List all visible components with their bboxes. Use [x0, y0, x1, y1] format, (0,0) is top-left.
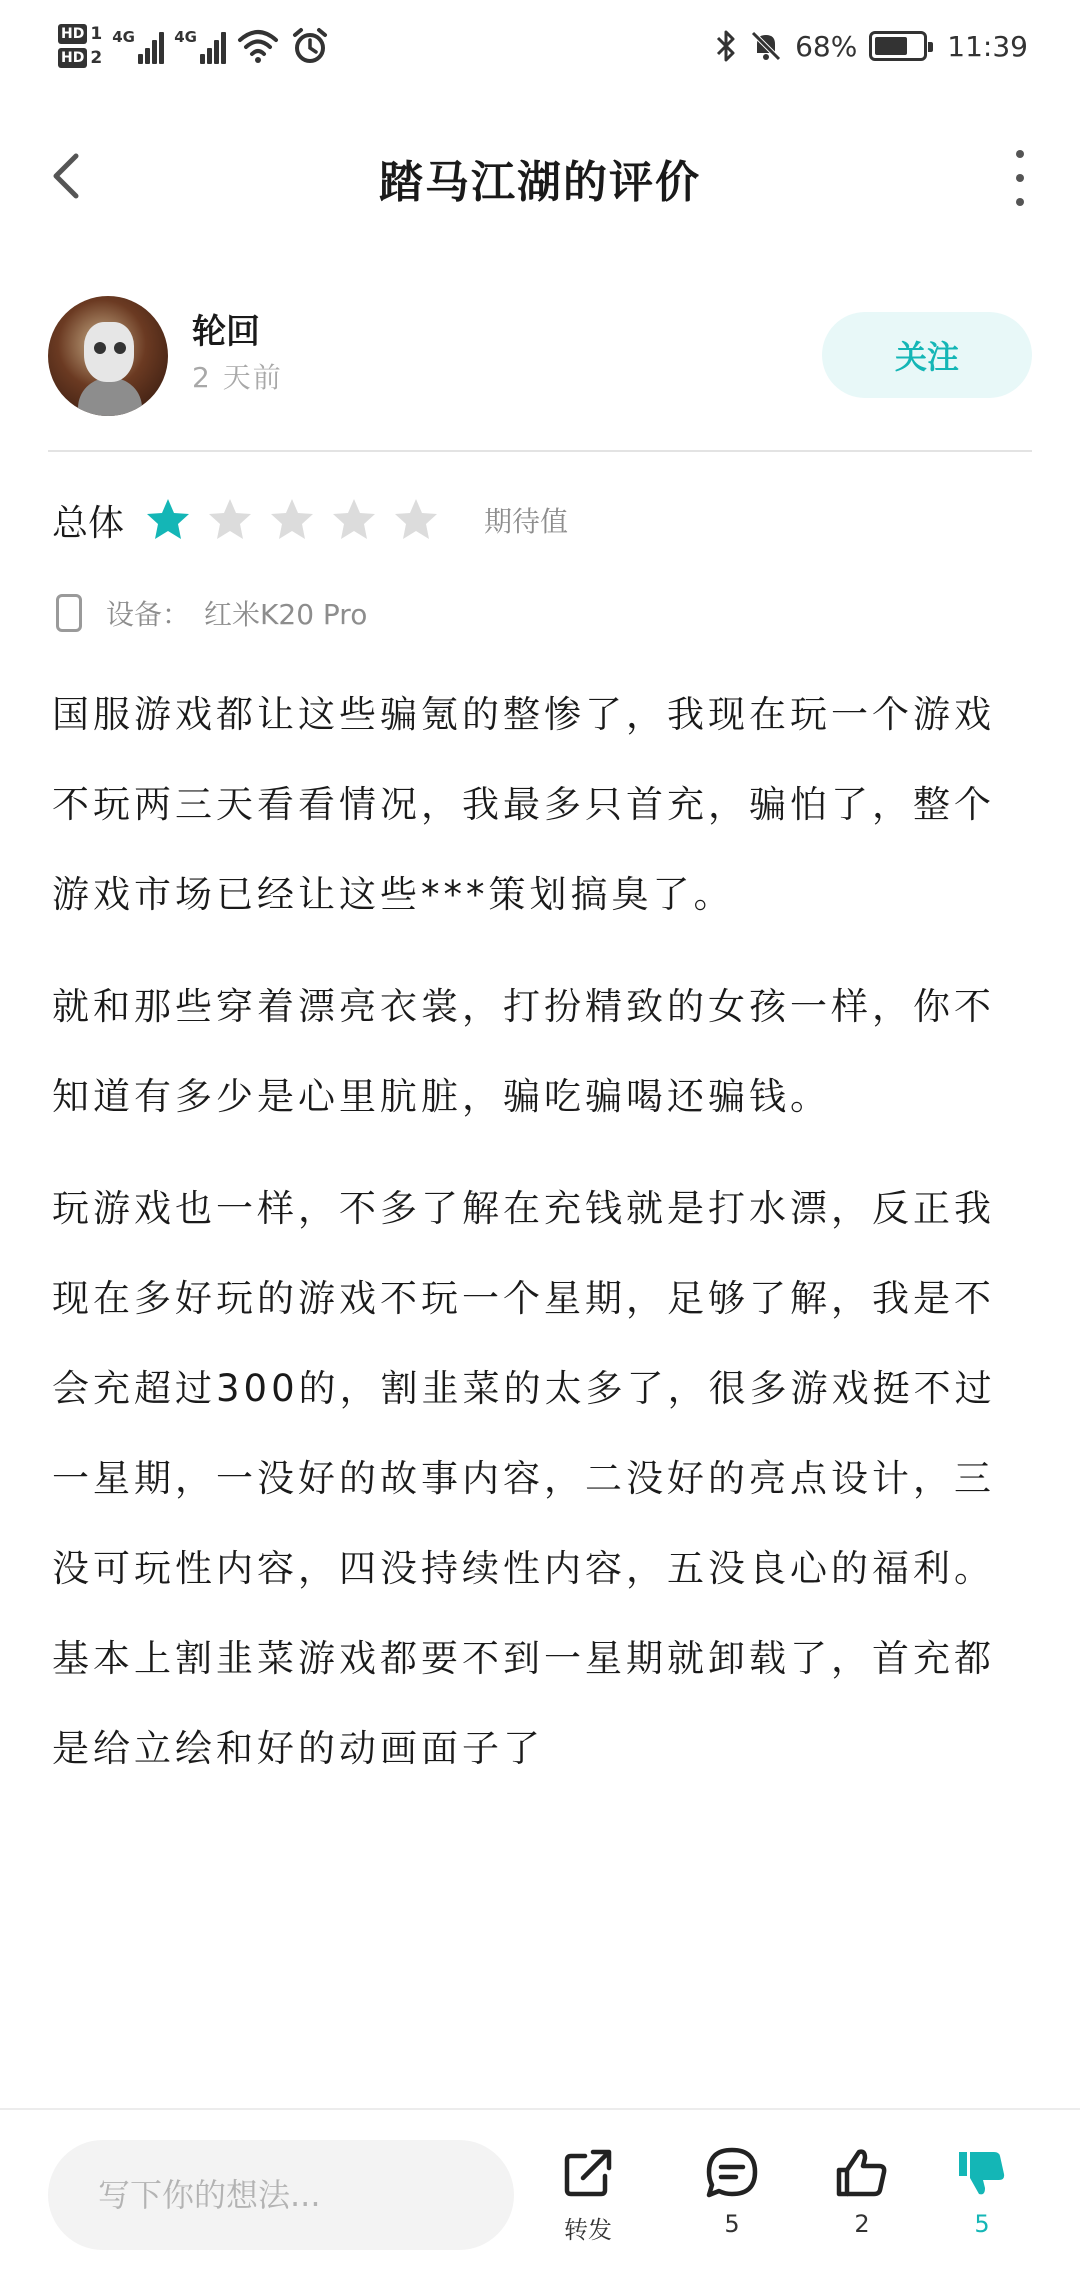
rating-note: 期待值 — [484, 505, 569, 538]
like-button[interactable] — [812, 2144, 912, 2254]
device-info — [56, 588, 367, 638]
status-right — [715, 24, 1028, 68]
title-bar — [0, 120, 1080, 230]
clock: 11:39 — [947, 29, 1028, 63]
follow-button[interactable]: 关注 — [822, 312, 1032, 398]
star-empty-icon — [330, 496, 378, 544]
alarm-icon — [290, 26, 330, 66]
signal-1-icon: 4G — [112, 28, 164, 64]
bluetooth-icon — [715, 29, 737, 63]
thumbs-up-icon — [833, 2144, 891, 2202]
comment-button[interactable] — [682, 2144, 782, 2254]
review-body — [52, 670, 1028, 1816]
mute-icon — [749, 29, 783, 63]
phone-icon — [56, 594, 82, 632]
divider — [48, 450, 1032, 452]
page-title: 踏马江湖的评价 — [379, 157, 701, 208]
rating-row — [52, 490, 568, 550]
share-button[interactable] — [538, 2144, 638, 2254]
star-empty-icon — [206, 496, 254, 544]
status-bar — [0, 0, 1080, 92]
hd-1: HD 1 — [58, 24, 102, 44]
hd-2: HD 2 — [58, 48, 102, 68]
star-filled-icon — [144, 496, 192, 544]
star-empty-icon — [268, 496, 316, 544]
comment-input[interactable] — [48, 2140, 514, 2250]
comment-count: 5 — [724, 2210, 740, 2238]
review-paragraph: 就和那些穿着漂亮衣裳，打扮精致的女孩一样，你不知道有多少是心里肮脏，骗吃骗喝还骗钱。 — [52, 985, 995, 1118]
share-icon — [559, 2144, 617, 2202]
device-label: 设备： — [106, 598, 191, 631]
status-left — [58, 14, 330, 78]
comment-icon — [703, 2144, 761, 2202]
hd-indicators — [58, 24, 102, 68]
review-paragraph: 玩游戏也一样，不多了解在充钱就是打水漂，反正我现在多好玩的游戏不玩一个星期，足够了解，我是不会充超过300的，割韭菜的太多了，很多游戏挺不过一星期，一没好的故事内容，二没好的亮点设计，三没可玩性内容，四没持续性内容，五没良心的福利。基本上割韭菜游戏都要不到一星期就卸载了，首充都是给立绘和好的动画面子了 — [52, 1187, 996, 1770]
battery-icon — [869, 31, 927, 61]
star-rating — [144, 496, 440, 544]
wifi-icon — [236, 26, 280, 66]
dislike-count: 5 — [974, 2210, 990, 2238]
battery-percent: 68% — [795, 29, 858, 63]
dislike-button[interactable] — [932, 2144, 1032, 2254]
star-empty-icon — [392, 496, 440, 544]
battery-fill — [875, 37, 906, 55]
avatar[interactable] — [48, 296, 168, 416]
signal-2-icon: 4G — [174, 28, 226, 64]
rating-label: 总体 — [52, 502, 125, 544]
device-model: 红米K20 Pro — [204, 598, 368, 631]
more-options-icon[interactable] — [1000, 150, 1040, 206]
username[interactable]: 轮回 — [192, 312, 260, 352]
share-label: 转发 — [564, 2216, 612, 2244]
review-paragraph: 国服游戏都让这些骗氪的整惨了，我现在玩一个游戏不玩两三天看看情况，我最多只首充，骗怕了，整个游戏市场已经让这些***策划搞臭了。 — [52, 693, 995, 916]
like-count: 2 — [854, 2210, 870, 2238]
thumbs-down-icon — [953, 2144, 1011, 2202]
posted-time: 2 天前 — [192, 361, 283, 394]
bottom-action-bar — [0, 2110, 1080, 2280]
review-author — [0, 290, 1080, 420]
